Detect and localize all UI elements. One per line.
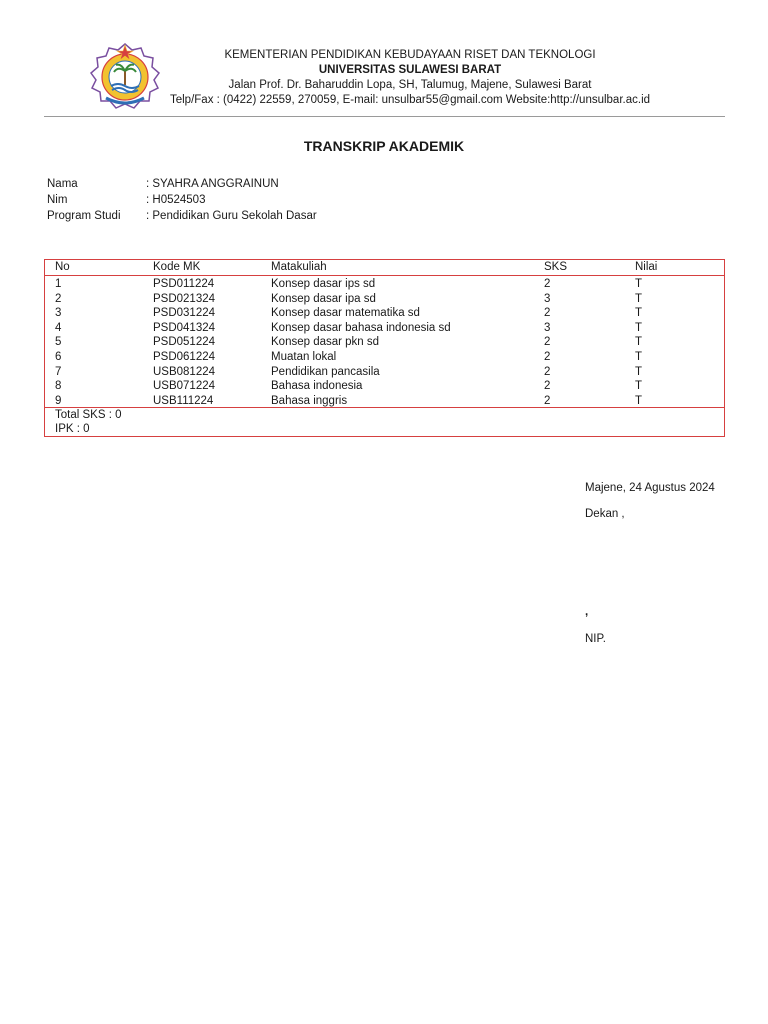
cell-nilai: T (635, 350, 643, 363)
cell-no: 1 (55, 278, 62, 290)
table-row (45, 335, 724, 350)
cell-kode-mk: USB111224 (153, 394, 214, 407)
cell-kode-mk: PSD031224 (153, 307, 216, 320)
info-value: : Pendidikan Guru Sekolah Dasar (146, 210, 317, 222)
cell-nilai: T (635, 292, 643, 305)
info-label: Nama (47, 178, 78, 190)
cell-matakuliah: Bahasa inggris (271, 394, 348, 407)
info-label: Program Studi (47, 210, 121, 222)
document-title: TRANSKRIP AKADEMIK (303, 138, 465, 154)
header-no: No (55, 261, 70, 273)
university-name: UNIVERSITAS SULAWESI BARAT (318, 64, 502, 76)
table-row (45, 306, 724, 321)
cell-kode-mk: PSD011224 (153, 278, 215, 290)
cell-no: 8 (55, 380, 62, 393)
cell-nilai: T (635, 307, 643, 320)
student-info-row (47, 176, 317, 192)
info-value: : H0524503 (146, 194, 206, 206)
cell-no: 9 (55, 394, 62, 407)
cell-kode-mk: USB081224 (153, 365, 216, 378)
cell-matakuliah: Konsep dasar pkn sd (271, 336, 380, 349)
signature-place-date: Majene, 24 Agustus 2024 (585, 482, 715, 494)
student-info (47, 176, 317, 224)
cell-kode-mk: PSD051224 (153, 336, 216, 349)
table-footer (45, 407, 724, 436)
student-info-row (47, 208, 317, 224)
table-row (45, 277, 724, 292)
cell-nilai: T (635, 394, 643, 407)
table-row (45, 350, 724, 365)
cell-sks: 2 (544, 307, 551, 320)
cell-sks: 2 (544, 336, 551, 349)
cell-kode-mk: PSD061224 (153, 350, 216, 363)
header-matakuliah: Matakuliah (271, 261, 327, 273)
university-address: Jalan Prof. Dr. Baharuddin Lopa, SH, Talumug, Majene, Sulawesi Barat (228, 79, 592, 91)
cell-no: 7 (55, 365, 62, 378)
cell-nilai: T (635, 321, 643, 334)
cell-matakuliah: Konsep dasar bahasa indonesia sd (271, 321, 451, 334)
table-header (45, 260, 724, 276)
total-sks: Total SKS : 0 (55, 409, 122, 421)
cell-no: 6 (55, 350, 62, 363)
letterhead (160, 48, 660, 108)
cell-sks: 2 (544, 394, 551, 407)
header-nilai: Nilai (635, 261, 658, 273)
cell-sks: 2 (544, 350, 551, 363)
cell-sks: 2 (544, 380, 551, 393)
university-contact: Telp/Fax : (0422) 22559, 270059, E-mail: unsulbar55@gmail.com Website:http://unsulbar.ac.id (169, 94, 651, 106)
cell-no: 2 (55, 292, 62, 305)
cell-no: 5 (55, 336, 62, 349)
info-value: : SYAHRA ANGGRAINUN (146, 178, 279, 190)
cell-matakuliah: Konsep dasar ips sd (271, 278, 376, 290)
cell-nilai: T (635, 365, 643, 378)
cell-matakuliah: Muatan lokal (271, 350, 337, 363)
cell-kode-mk: PSD041324 (153, 321, 216, 334)
cell-kode-mk: PSD021324 (153, 292, 216, 305)
signature-name: , (585, 606, 589, 618)
cell-nilai: T (635, 336, 643, 349)
signature-nip: NIP. (585, 633, 606, 645)
cell-no: 4 (55, 321, 62, 334)
info-label: Nim (47, 194, 68, 206)
ipk: IPK : 0 (55, 423, 90, 435)
cell-matakuliah: Konsep dasar ipa sd (271, 292, 376, 305)
header-divider (44, 116, 725, 117)
university-seal-icon (88, 42, 162, 110)
cell-sks: 2 (544, 278, 551, 290)
table-row (45, 379, 724, 394)
cell-nilai: T (635, 278, 643, 290)
table-row (45, 365, 724, 380)
grades-table (44, 259, 725, 437)
cell-sks: 3 (544, 321, 551, 334)
cell-sks: 2 (544, 365, 551, 378)
cell-no: 3 (55, 307, 62, 320)
cell-sks: 3 (544, 292, 551, 305)
signature-position: Dekan , (585, 508, 625, 520)
ministry-name: KEMENTERIAN PENDIDIKAN KEBUDAYAAN RISET DAN TEKNOLOGI (224, 49, 596, 61)
cell-nilai: T (635, 380, 643, 393)
header-sks: SKS (544, 261, 568, 273)
student-info-row (47, 192, 317, 208)
cell-matakuliah: Pendidikan pancasila (271, 365, 380, 378)
header-kode-mk: Kode MK (153, 261, 201, 273)
cell-kode-mk: USB071224 (153, 380, 216, 393)
cell-matakuliah: Bahasa indonesia (271, 380, 363, 393)
table-row (45, 321, 724, 336)
table-body (45, 276, 724, 408)
cell-matakuliah: Konsep dasar matematika sd (271, 307, 420, 320)
table-row (45, 292, 724, 307)
